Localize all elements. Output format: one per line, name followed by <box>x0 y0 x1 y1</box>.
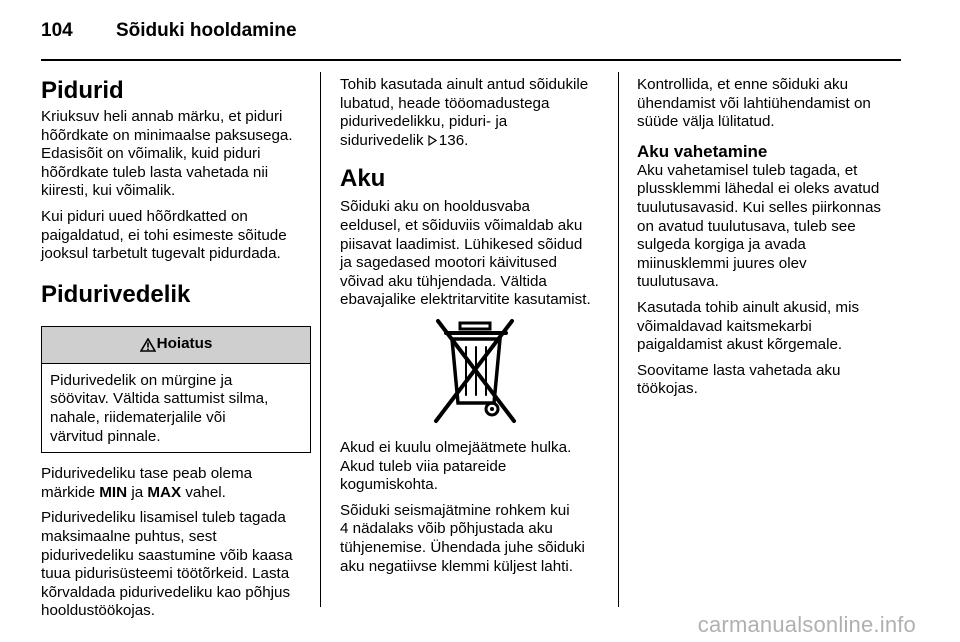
column-3 <box>637 76 907 406</box>
page-number: 104 <box>41 20 73 41</box>
max-mark: MAX <box>147 483 182 501</box>
paragraph <box>41 465 311 502</box>
paragraph <box>340 76 610 150</box>
warning-triangle-icon <box>140 338 156 352</box>
paragraph: Kasutada tohib ainult akusid, mis võimaldavad kaitsmekarbi paigaldamist akust kõrgemale. <box>637 298 860 354</box>
column-2 <box>340 76 610 583</box>
paragraph: Kontrollida, et enne sõiduki aku ühendamist või lahtiühendamist on süüde välja lülitatud. <box>637 76 871 131</box>
watermark: carmanualsonline.info <box>697 612 916 637</box>
page-reference-arrow-icon <box>428 135 437 146</box>
text: Pidurivedeliku tase peab olema märkide <box>41 465 253 501</box>
text: Tohib kasutada ainult antud sõidukile lubatud, heade tööomadustega pidurivedelikku, piduri- ja sidurivedelik <box>340 76 589 149</box>
paragraph: Sõiduki seismajätmine rohkem kui 4 nädalaks võib põhjustada aku tühjenemise. Ühendada juhe sõiduki aku negatiivse klemmi küljest lahti. <box>340 501 585 575</box>
min-mark: MIN <box>99 483 128 501</box>
paragraph: Aku vahetamisel tuleb tagada, et plussklemmi lähedal ei oleks avatud tuulutusavasid. Kui selles piirkonnas on avatud tuulutusava, tuleb see sulgeda korgiga ja avada miinusklemmi juures olev tuulutusava. <box>637 161 881 291</box>
section-heading-brake-fluid: Pidurivedelik <box>41 280 191 308</box>
section-heading-brakes: Pidurid <box>41 77 124 104</box>
paragraph: Pidurivedeliku lisamisel tuleb tagada maksimaalne puhtus, sest pidurivedeliku saastumine võib kaasa tuua pidurisüsteemi töötõrkeid. Lasta kõrvaldada pidurivedeliku kao põhjus hooldustöökojas. <box>41 509 293 620</box>
paragraph: Kui piduri uued hõõrdkatted on paigaldatud, ei tohi esimeste sõitude jooksul tarbetult tugevalt pidurdada. <box>41 207 287 263</box>
warning-box <box>41 326 311 453</box>
warning-title: Hoiatus <box>156 335 213 353</box>
paragraph: Soovitame lasta vahetada aku töökojas. <box>637 361 841 398</box>
section-heading-battery: Aku <box>340 165 386 193</box>
column-divider-2 <box>618 72 619 607</box>
column-divider-1 <box>320 72 321 607</box>
warning-header <box>42 327 310 364</box>
column-1 <box>41 76 311 628</box>
warning-text: Pidurivedelik on mürgine ja söövitav. Vältida sattumist silma, nahale, riidematerjalile või värvitud pinnale. <box>50 371 269 445</box>
paragraph: Sõiduki aku on hooldusvaba eeldusel, et sõiduviis võimaldab aku piisavat laadimist. Lühikesed sõidud ja sagedased mootori käivitused võivad aku tühjendada. Vältida ebavajalike elektritarvitite kasutamist. <box>340 198 591 309</box>
paragraph: Akud ei kuulu olmejäätmete hulka. Akud tuleb viia patareide kogumiskohta. <box>340 438 572 494</box>
page-reference[interactable]: 136. <box>438 131 469 149</box>
crossed-out-wheelie-bin-icon <box>420 317 530 425</box>
text: vahel. <box>181 483 226 501</box>
chapter-title: Sõiduki hooldamine <box>116 20 297 41</box>
text: ja <box>127 483 148 501</box>
paragraph: Kriuksuv heli annab märku, et piduri hõõrdkate on minimaalse paksusega. Edasisõit on võimalik, kuid piduri hõõrdkate tuleb lasta vahetada nii kiiresti, kui võimalik. <box>41 108 293 200</box>
section-heading-battery-replacement: Aku vahetamine <box>637 141 768 161</box>
header-rule <box>41 59 901 61</box>
